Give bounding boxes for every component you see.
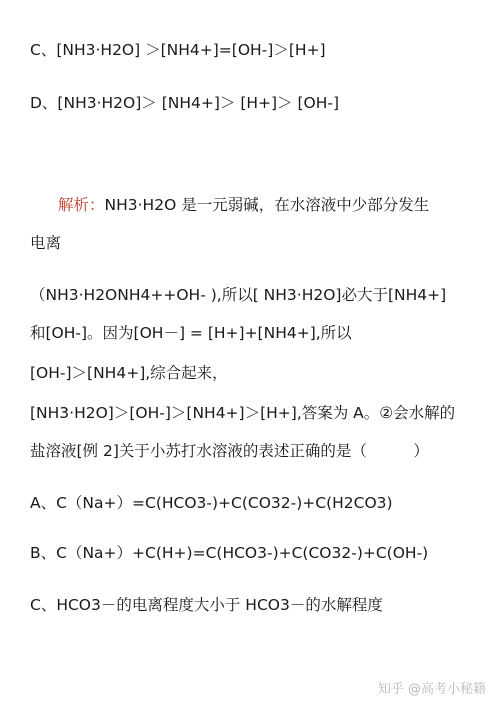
q2-option-b: B、C（Na+）+C(H+)=C(HCO3-)+C(CO32-)+C(OH-) xyxy=(30,544,429,562)
analysis-line-4: 和[OH-]。因为[OH－] = [H+]+[NH4+],所以 xyxy=(30,324,352,342)
option-c: C、[NH3·H2O] ＞[NH4+]=[OH-]＞[H+] xyxy=(30,41,326,59)
q2-option-a: A、C（Na+）=C(HCO3-)+C(CO32-)+C(H2CO3) xyxy=(30,494,393,512)
analysis-line-5: [OH-]＞[NH4+],综合起来， xyxy=(30,364,228,382)
analysis-text: NH3·H2O 是一元弱碱，在水溶液中少部分发生 xyxy=(104,196,430,214)
analysis-label: 解析： xyxy=(58,196,105,214)
option-d: D、[NH3·H2O]＞ [NH4+]＞ [H+]＞ [OH-] xyxy=(30,94,340,112)
q2-option-c: C、HCO3－的电离程度大小于 HCO3－的水解程度 xyxy=(30,596,383,614)
watermark: 知乎 @高考小秘籍 xyxy=(377,682,486,697)
analysis-line-3: （NH3·H2ONH4++OH- ),所以[ NH3·H2O]必大于[NH4+] xyxy=(30,286,447,304)
analysis-first-line xyxy=(58,194,482,216)
analysis-line-6: [NH3·H2O]＞[OH-]＞[NH4+]＞[H+],答案为 A。②会水解的 xyxy=(30,404,456,422)
analysis-line-7: 盐溶液[例 2]关于小苏打水溶液的表述正确的是（ ） xyxy=(30,442,429,460)
analysis-line-2: 电离 xyxy=(30,234,62,252)
